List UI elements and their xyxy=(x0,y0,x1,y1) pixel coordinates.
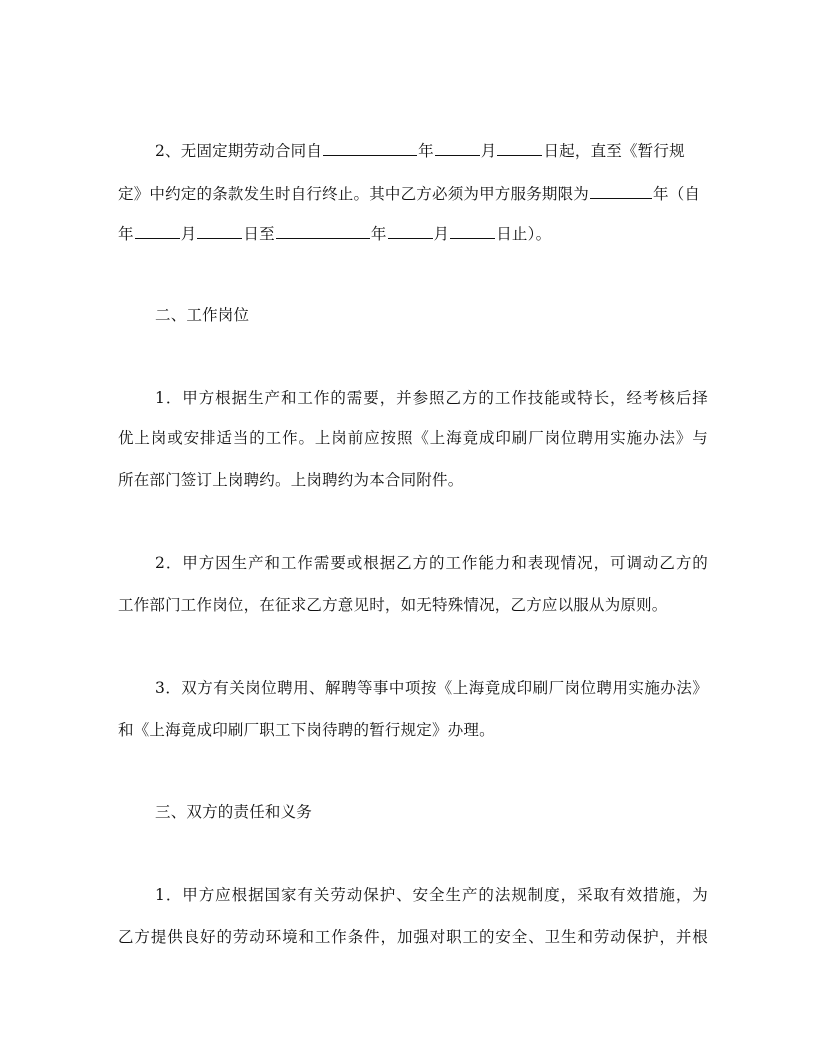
blank-field xyxy=(197,223,242,239)
blank-field xyxy=(135,223,180,239)
section-2-item-1-line-2: 优上岗或安排适当的工作。上岗前应按照《上海竟成印刷厂岗位聘用实施办法》与 xyxy=(118,429,708,447)
section-3-heading: 三、双方的责任和义务 xyxy=(155,803,313,821)
blank-field xyxy=(497,140,542,156)
term-text: 年 xyxy=(370,225,387,243)
section-2-item-1-line-3: 所在部门签订上岗聘约。上岗聘约为本合同附件。 xyxy=(118,471,464,489)
term-text: 日起，直至《暂行规 xyxy=(543,142,685,160)
section-2-item-3-line-1: 3．双方有关岗位聘用、解聘等事中项按《上海竟成印刷厂岗位聘用实施办法》 xyxy=(155,679,708,697)
blank-field xyxy=(276,223,370,239)
term-text: 年 xyxy=(118,225,134,243)
section-2-item-2-line-2: 工作部门工作岗位，在征求乙方意见时，如无特殊情况，乙方应以服从为原则。 xyxy=(118,596,668,614)
blank-field xyxy=(435,140,480,156)
term-text: 年（自 xyxy=(653,185,701,203)
term-text: 2、无固定期劳动合同自 xyxy=(155,142,323,160)
term-text: 月 xyxy=(433,225,450,243)
section-3-item-1-line-2: 乙方提供良好的劳动环境和工作条件，加强对职工的安全、卫生和劳动保护，并根 xyxy=(118,928,708,946)
blank-field xyxy=(450,223,495,239)
term-text: 定》中约定的条款发生时自行终止。其中乙方必须为甲方服务期限为 xyxy=(118,185,590,203)
blank-field xyxy=(388,223,433,239)
section-2-item-1-line-1: 1．甲方根据生产和工作的需要，并参照乙方的工作技能或特长，经考核后择 xyxy=(155,389,708,407)
section-2-item-3-line-2: 和《上海竟成印刷厂职工下岗待聘的暂行规定》办理。 xyxy=(118,721,495,739)
blank-field xyxy=(590,183,652,199)
term-line-1 xyxy=(155,140,708,161)
term-line-2 xyxy=(118,183,708,204)
term-text: 年 xyxy=(418,142,434,160)
section-2-item-2-line-1: 2．甲方因生产和工作需要或根据乙方的工作能力和表现情况，可调动乙方的 xyxy=(155,554,708,572)
section-3-item-1-line-1: 1．甲方应根据国家有关劳动保护、安全生产的法规制度，采取有效措施，为 xyxy=(155,886,708,904)
term-text: 月 xyxy=(180,225,197,243)
term-text: 日至 xyxy=(243,225,275,243)
term-text: 日止）。 xyxy=(496,225,552,243)
term-text: 月 xyxy=(480,142,497,160)
term-line-3 xyxy=(118,223,708,244)
section-2-heading: 二、工作岗位 xyxy=(155,306,250,324)
blank-field xyxy=(323,140,417,156)
